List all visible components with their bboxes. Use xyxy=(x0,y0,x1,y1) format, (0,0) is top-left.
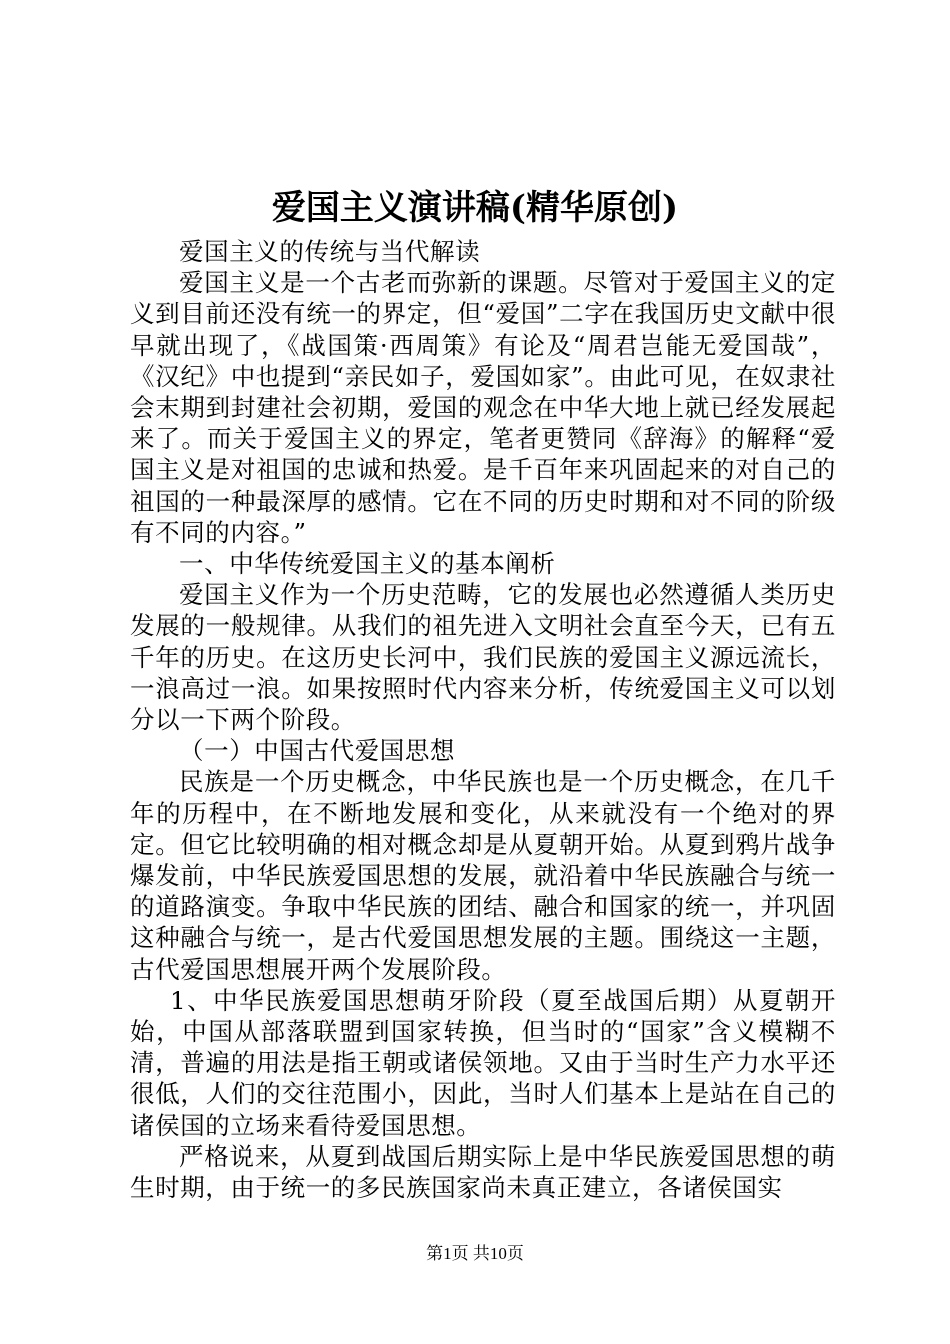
subsection-heading-1: （一）中国古代爱国思想 xyxy=(179,736,456,766)
document-body xyxy=(130,236,836,1203)
stage-1-paragraph: 1、中华民族爱国思想萌牙阶段（夏至战国后期）从夏朝开始，中国从部落联盟到国家转换，但当时的“国家”含义模糊不清，普遍的用法是指王朝或诸侯领地。又由于当时生产力水平还很低，人们的交往范围小，因此，当时人们基本上是站在自己的诸侯国的立场来看待爱国思想。 xyxy=(130,985,836,1140)
section-1-paragraph: 爱国主义作为一个历史范畴，它的发展也必然遵循人类历史发展的一般规律。从我们的祖先进入文明社会直至今天，已有五千年的历史。在这历史长河中，我们民族的爱国主义源远流长，一浪高过一浪。如果按照时代内容来分析，传统爱国主义可以划分以一下两个阶段。 xyxy=(130,580,836,735)
page-number-footer: 第1页 共10页 xyxy=(426,1244,524,1263)
section-heading-1: 一、中华传统爱国主义的基本阐析 xyxy=(179,549,556,579)
subsection-1-paragraph: 民族是一个历史概念，中华民族也是一个历史概念，在几千年的历程中，在不断地发展和变化，从来就没有一个绝对的界定。但它比较明确的相对概念却是从夏朝开始。从夏到鸦片战争爆发前，中华民族爱国思想的发展，就沿着中华民族融合与统一的道路演变。争取中华民族的团结、融合和国家的统一，并巩固这种融合与统一，是古代爱国思想发展的主题。围绕这一主题，古代爱国思想展开两个发展阶段。 xyxy=(130,767,836,984)
subtitle: 爱国主义的传统与当代解读 xyxy=(179,237,481,266)
stage-1-continuation: 严格说来，从夏到战国后期实际上是中华民族爱国思想的萌生时期，由于统一的多民族国家尚未真正建立，各诸侯国实 xyxy=(130,1141,836,1203)
document-title: 爱国主义演讲稿(精华原创) xyxy=(271,188,679,228)
intro-paragraph: 爱国主义是一个古老而弥新的课题。尽管对于爱国主义的定义到目前还没有统一的界定，但“爱国”二字在我国历史文献中很早就出现了，《战国策·西周策》有论及“周君岂能无爱国哉”，《汉纪》中也提到“亲民如子，爱国如家”。由此可见，在奴隶社会末期到封建社会初期，爱国的观念在中华大地上就已经发展起来了。而关于爱国主义的界定，笔者更赞同《辞海》的解释“爱国主义是对祖国的忠诚和热爱。是千百年来巩固起来的对自己的祖国的一种最深厚的感情。它在不同的历史时期和对不同的阶级有不同的内容。” xyxy=(130,268,836,547)
